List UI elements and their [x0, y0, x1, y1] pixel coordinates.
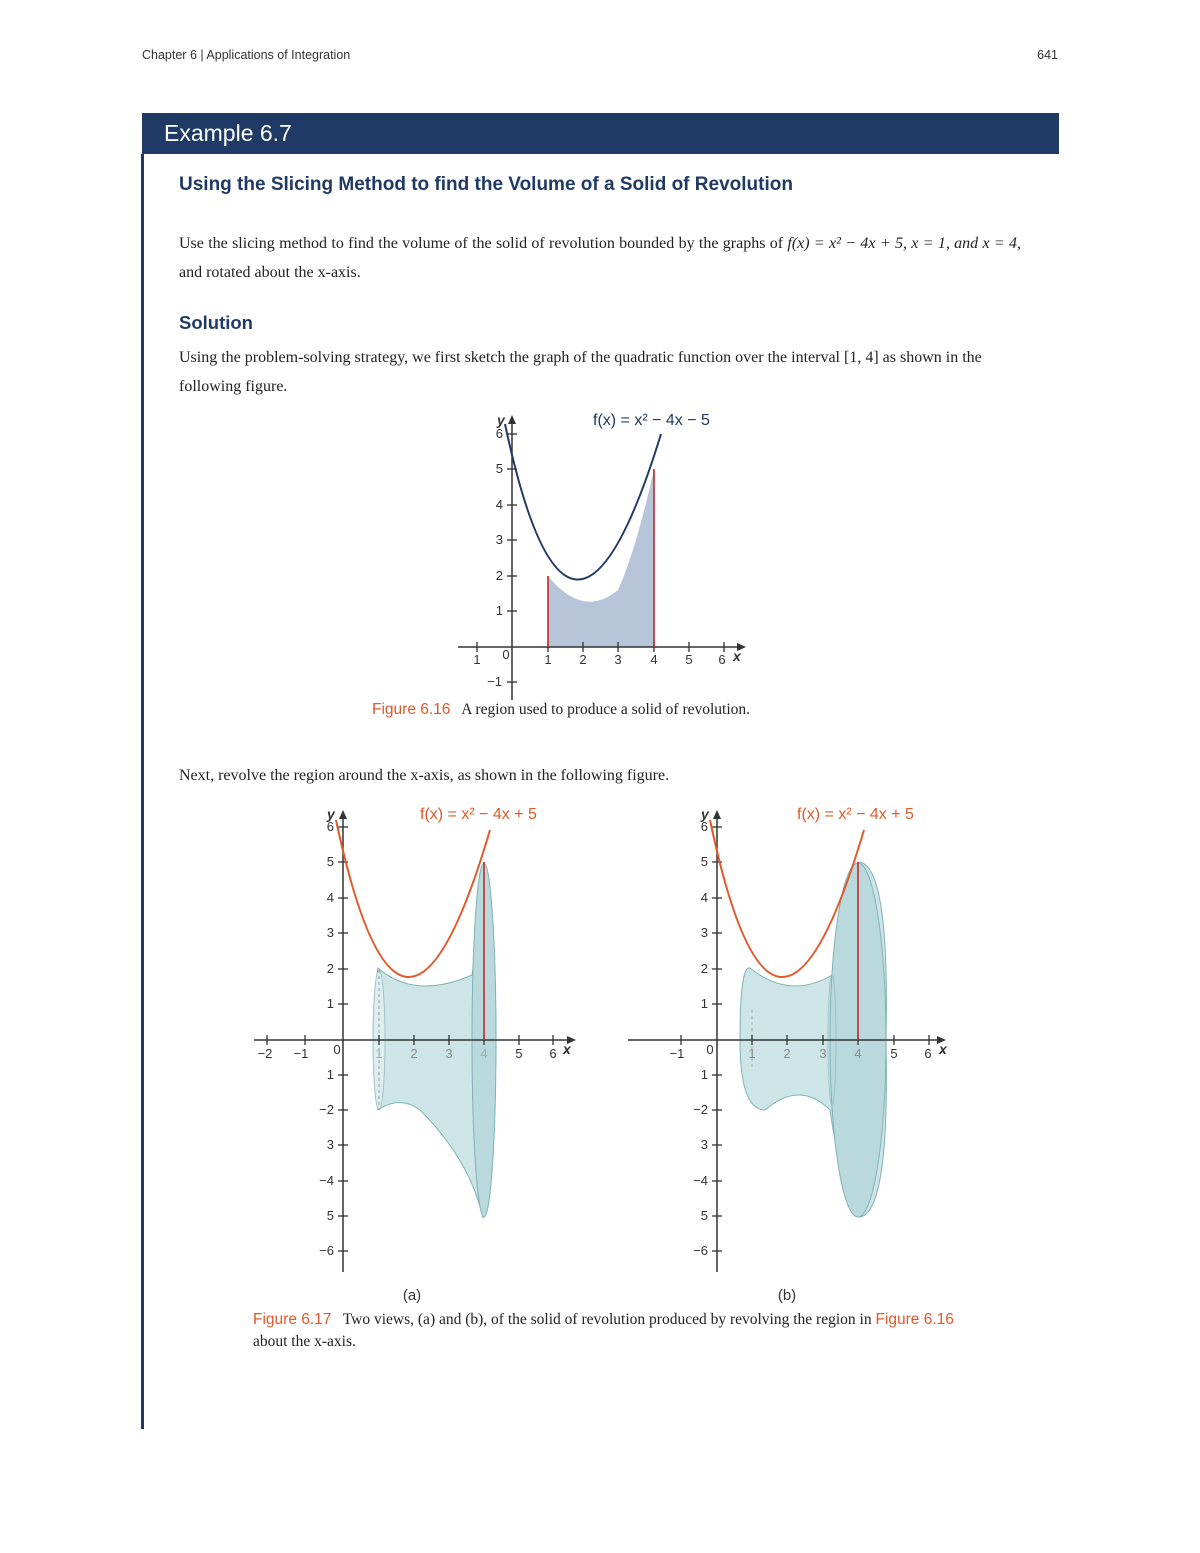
figure-6-17a-graph: [250, 800, 590, 1305]
running-head: Chapter 6 | Applications of Integration: [142, 48, 351, 62]
y-tick-label: 3: [700, 925, 708, 940]
panel-a-label: (a): [402, 1287, 422, 1304]
figure-6-16-link[interactable]: Figure 6.16: [875, 1311, 954, 1328]
y-tick-label: 4: [326, 890, 334, 905]
x-tick-label: 3: [819, 1046, 827, 1061]
x-tick-label: 4: [650, 652, 658, 667]
function-label: f(x) = x² − 4x + 5: [797, 806, 914, 823]
y-tick-label: 3: [326, 1137, 334, 1152]
x-tick-label: 0: [706, 1042, 714, 1057]
problem-text-1: Use the slicing method to find the volume of the solid of revolution bounded by the graphs of: [179, 235, 784, 252]
example-banner: [142, 113, 1059, 154]
problem-statement: [179, 229, 1021, 287]
y-tick-label: 5: [700, 854, 708, 869]
x-tick-label: 6: [549, 1046, 557, 1061]
y-tick-label: 3: [495, 532, 503, 547]
y-tick-label: 5: [326, 1208, 334, 1223]
y-tick-label: −4: [693, 1173, 708, 1188]
function-label: f(x) = x² − 4x + 5: [420, 806, 537, 823]
y-tick-label: 1: [326, 1067, 334, 1082]
y-tick-label: −2: [693, 1102, 708, 1117]
y-tick-label: −2: [319, 1102, 334, 1117]
y-tick-label: −6: [693, 1243, 708, 1258]
y-tick-label: 1: [700, 996, 708, 1011]
x-tick-label: 5: [685, 652, 693, 667]
x-tick-label: −1: [293, 1046, 309, 1061]
y-tick-label: 1: [700, 1067, 708, 1082]
y-tick-label: −4: [319, 1173, 334, 1188]
y-tick-label: 5: [326, 854, 334, 869]
figure-6-17-caption-text-1: Two views, (a) and (b), of the solid of revolution produced by revolving the region in: [342, 1311, 872, 1328]
figure-6-17b-graph: [620, 800, 960, 1305]
y-axis-label: y: [701, 806, 709, 822]
figure-6-17-caption-text-2: about the x-axis.: [253, 1333, 356, 1350]
y-tick-label: 2: [495, 568, 503, 583]
figure-6-16-label: Figure 6.16: [372, 701, 451, 718]
example-title: Example 6.7: [164, 120, 292, 146]
x-tick-label: 5: [890, 1046, 898, 1061]
x-tick-label: 6: [718, 652, 726, 667]
parabola-curve: [336, 820, 490, 977]
x-tick-label: 2: [783, 1046, 791, 1061]
solution-heading: Solution: [179, 312, 253, 333]
y-tick-label: −1: [487, 674, 502, 689]
y-tick-label: 4: [700, 890, 708, 905]
y-axis-arrow: [339, 810, 347, 819]
x-tick-label: 4: [854, 1046, 862, 1061]
x-axis-label: x: [563, 1041, 571, 1057]
figure-6-16-graph: [455, 405, 755, 700]
example-heading: Using the Slicing Method to find the Volume of a Solid of Revolution: [179, 174, 793, 195]
page-number: 641: [1037, 48, 1058, 62]
x-tick-label: 2: [579, 652, 587, 667]
x-tick-label: 1: [748, 1046, 756, 1061]
y-axis-label: y: [497, 412, 505, 428]
x-tick-label: 5: [515, 1046, 523, 1061]
y-tick-label: −6: [319, 1243, 334, 1258]
x-axis-label: x: [939, 1041, 947, 1057]
x-tick-label: −2: [257, 1046, 273, 1061]
y-tick-label: 3: [326, 925, 334, 940]
x-tick-label: 3: [445, 1046, 453, 1061]
problem-math: f(x) = x² − 4x + 5, x = 1, and x = 4,: [787, 235, 1022, 252]
function-label: f(x) = x² − 4x − 5: [593, 412, 710, 429]
y-tick-label: 1: [495, 603, 503, 618]
solution-text: Using the problem-solving strategy, we first sketch the graph of the quadratic function over the interval [1, 4] as shown in the following figure.: [179, 349, 982, 395]
x-tick-label: 1: [375, 1046, 383, 1061]
x-tick-label: 1: [544, 652, 552, 667]
problem-text-2: and rotated about the x-axis.: [179, 264, 361, 281]
x-tick-label: 0: [333, 1042, 341, 1057]
y-axis-arrow: [713, 810, 721, 819]
y-tick-label: 6: [495, 426, 503, 441]
x-tick-label: −1: [669, 1046, 685, 1061]
y-tick-label: 6: [326, 819, 334, 834]
figure-6-16-caption-text: A region used to produce a solid of revolution.: [461, 701, 751, 718]
y-tick-label: 2: [326, 961, 334, 976]
next-text: Next, revolve the region around the x-axis, as shown in the following figure.: [179, 767, 670, 784]
y-tick-label: 5: [495, 461, 503, 476]
figure-6-17-label: Figure 6.17: [253, 1311, 332, 1328]
x-tick-label: 2: [410, 1046, 418, 1061]
y-tick-label: 6: [700, 819, 708, 834]
panel-b-label: (b): [777, 1287, 797, 1304]
y-tick-label: 5: [700, 1208, 708, 1223]
x-tick-label: 4: [480, 1046, 488, 1061]
x-tick-label: 0: [502, 647, 510, 662]
y-tick-label: 4: [495, 497, 503, 512]
x-axis-label: x: [733, 648, 741, 664]
y-axis-arrow: [508, 415, 516, 424]
y-tick-label: 1: [326, 996, 334, 1011]
y-axis-label: y: [327, 806, 335, 822]
figure-6-17-caption: [253, 1309, 973, 1353]
y-tick-label: 2: [700, 961, 708, 976]
shaded-region: [548, 469, 654, 647]
x-tick-label: 3: [614, 652, 622, 667]
x-tick-label: 6: [924, 1046, 932, 1061]
figure-6-16-caption: [372, 701, 750, 719]
x-tick-label: 1: [473, 652, 481, 667]
example-left-rule: [141, 154, 144, 1429]
y-tick-label: 3: [700, 1137, 708, 1152]
